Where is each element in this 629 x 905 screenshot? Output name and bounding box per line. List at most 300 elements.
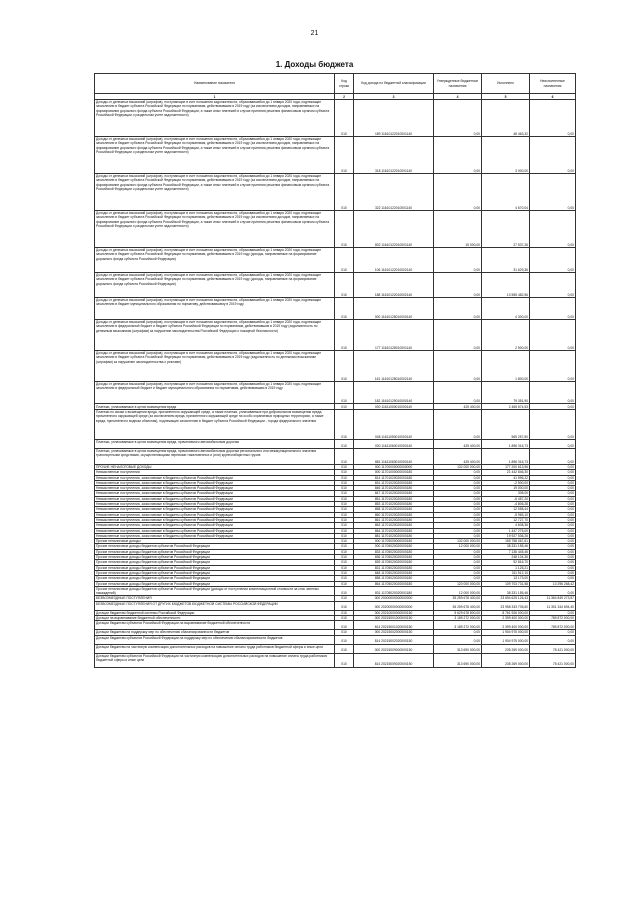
row-line-code-cell: 010 bbox=[335, 410, 354, 440]
table-row bbox=[95, 273, 576, 298]
row-income-code-cell: 853 11701020020000180 bbox=[354, 502, 434, 507]
row-income-code-cell: 000 11700000000000000 bbox=[354, 465, 434, 470]
row-unexecuted-cell: 0,00 bbox=[530, 351, 576, 382]
row-unexecuted-cell: 0,00 bbox=[530, 174, 576, 211]
row-income-code-cell: 000 11610128010000140 bbox=[354, 298, 434, 320]
row-executed-cell: 48 463,32 bbox=[482, 100, 530, 137]
row-name-cell: Невыясненные поступления, зачисляемые в бюджеты субъектов Российской Федерации bbox=[95, 533, 335, 538]
row-name-cell: Прочие неналоговые доходы бюджетов субъектов Российской Федерации bbox=[95, 560, 335, 565]
row-income-code-cell: 318 11610122010001140 bbox=[354, 137, 434, 174]
table-row bbox=[95, 635, 576, 644]
row-name-cell: Прочие неналоговые доходы бюджетов субъектов Российской Федерации (доходы от поступлении компенсационной стоимости за снос зеленых насаждений) bbox=[95, 586, 335, 596]
row-executed-cell: 1 904 975 000,00 bbox=[482, 630, 530, 635]
row-name-cell: Дотации бюджетам на поддержку мер по обеспечению сбалансированности бюджетов bbox=[95, 630, 335, 635]
row-name-cell: Доходы от денежных взысканий (штрафов), поступающие в счет погашения задолженности, образовавшейся до 1 января 2020 года, подлежащие зачислению в федеральный бюджет и бюджет муниципального образования по нормативам, действовавшим в 2019 году bbox=[95, 382, 335, 404]
row-name-cell: Прочие неналоговые доходы бюджетов субъектов Российской Федерации bbox=[95, 544, 335, 549]
row-line-code-cell: 010 bbox=[335, 449, 354, 465]
row-unexecuted-cell: 0,00 bbox=[530, 465, 576, 470]
row-executed-cell: 109 703 731,58 bbox=[482, 581, 530, 586]
row-name-cell: Прочие неналоговые доходы бюджетов субъектов Российской Федерации bbox=[95, 555, 335, 560]
row-line-code-cell: 010 bbox=[335, 248, 354, 273]
row-name-cell: Доходы от денежных взысканий (штрафов), поступающие в счет погашения задолженности, образовавшейся до 1 января 2020 года, подлежащие зачислению в бюджет муниципального образования по нормативу, действовавшему в 2019 году bbox=[95, 298, 335, 320]
row-income-code-cell: 188 11610122010002140 bbox=[354, 273, 434, 298]
row-line-code-cell: 010 bbox=[335, 470, 354, 475]
row-approved-cell: 5 629 678 800,00 bbox=[434, 610, 482, 615]
row-approved-cell: 0,00 bbox=[434, 496, 482, 501]
row-approved-cell: 120 000 000,00 bbox=[434, 581, 482, 586]
row-name-cell: ПРОЧИЕ НЕНАЛОГОВЫЕ ДОХОДЫ bbox=[95, 465, 335, 470]
row-unexecuted-cell: 0,00 bbox=[530, 544, 576, 549]
row-name-cell: Доходы от денежных взысканий (штрафов), поступающие в счет погашения задолженности, образовавшейся до 1 января 2020 года, подлежащие зачислению в бюджет субъекта Российской Федерации по нормативам, действовавшим в 2019 году (задолженность по денежным взысканиям (штрафам) за нарушение законодательства о рекламе) bbox=[95, 351, 335, 382]
row-income-code-cell: 000 11705020020000180 bbox=[354, 544, 434, 549]
row-income-code-cell: 863 11701020020000180 bbox=[354, 523, 434, 528]
row-executed-cell: -6 457,20 bbox=[482, 496, 530, 501]
row-income-code-cell: 833 11705020020000180 bbox=[354, 549, 434, 554]
row-name-cell: Дотации бюджетам бюджетной системы Российской Федерации bbox=[95, 610, 335, 615]
column-number: 2 bbox=[335, 94, 354, 100]
row-line-code-cell: 010 bbox=[335, 565, 354, 570]
page-title: 1. Доходы бюджета bbox=[275, 60, 354, 69]
row-line-code-cell: 010 bbox=[335, 298, 354, 320]
row-approved-cell: 0,00 bbox=[434, 382, 482, 404]
table-row bbox=[95, 298, 576, 320]
row-income-code-cell: 000 20000000000000000 bbox=[354, 596, 434, 601]
row-line-code-cell: 010 bbox=[335, 480, 354, 485]
row-line-code-cell: 010 bbox=[335, 382, 354, 404]
row-name-cell: Невыясненные поступления, зачисляемые в бюджеты субъектов Российской Федерации bbox=[95, 502, 335, 507]
row-unexecuted-cell: 0,00 bbox=[530, 512, 576, 517]
row-unexecuted-cell: 0,00 bbox=[530, 480, 576, 485]
row-income-code-cell: 864 11705020020000180 bbox=[354, 581, 434, 586]
table-row bbox=[95, 320, 576, 351]
table-row bbox=[95, 351, 576, 382]
row-approved-cell: 0,00 bbox=[434, 630, 482, 635]
row-name-cell: Прочие неналоговые доходы bbox=[95, 539, 335, 544]
row-executed-cell: 4 670,04 bbox=[482, 174, 530, 211]
row-unexecuted-cell: 0,00 bbox=[530, 137, 576, 174]
row-executed-cell: 235 269 000,00 bbox=[482, 644, 530, 653]
row-income-code-cell: 000 20215002000000150 bbox=[354, 630, 434, 635]
row-income-code-cell: 847 11701020020000180 bbox=[354, 491, 434, 496]
table-row bbox=[95, 653, 576, 667]
row-line-code-cell: 010 bbox=[335, 616, 354, 621]
row-executed-cell: 2 399 400 000,00 bbox=[482, 621, 530, 630]
header-line-code: Код строки bbox=[335, 74, 354, 94]
row-unexecuted-cell: 0,00 bbox=[530, 404, 576, 410]
row-approved-cell: 0,00 bbox=[434, 351, 482, 382]
row-approved-cell: 15 000,00 bbox=[434, 211, 482, 248]
row-line-code-cell: 010 bbox=[335, 653, 354, 667]
column-number: 6 bbox=[530, 94, 576, 100]
row-approved-cell: 425 400,00 bbox=[434, 404, 482, 410]
row-name-cell: Невыясненные поступления, зачисляемые в бюджеты субъектов Российской Федерации bbox=[95, 486, 335, 491]
row-approved-cell: 425 400,00 bbox=[434, 449, 482, 465]
row-unexecuted-cell: 0,00 bbox=[530, 470, 576, 475]
row-name-cell: Платежи, уплачиваемые в целях возмещения вреда bbox=[95, 404, 335, 410]
row-approved-cell: 0,00 bbox=[434, 475, 482, 480]
row-executed-cell: 311 512,10 bbox=[482, 570, 530, 575]
row-unexecuted-cell: 0,00 bbox=[530, 517, 576, 522]
row-line-code-cell: 010 bbox=[335, 404, 354, 410]
row-name-cell: Невыясненные поступления bbox=[95, 470, 335, 475]
table-row bbox=[95, 440, 576, 449]
row-executed-cell: 1 800,00 bbox=[482, 351, 530, 382]
row-unexecuted-cell: 0,00 bbox=[530, 410, 576, 440]
row-executed-cell: 21 442 846,30 bbox=[482, 470, 530, 475]
row-executed-cell: 177 200 613,96 bbox=[482, 465, 530, 470]
row-unexecuted-cell: 0,00 bbox=[530, 248, 576, 273]
row-executed-cell: 2 465 574,53 bbox=[482, 404, 530, 410]
row-executed-cell: 2 399 400 000,00 bbox=[482, 616, 530, 621]
row-income-code-cell: 881 11611063010000140 bbox=[354, 449, 434, 465]
row-unexecuted-cell: 0,00 bbox=[530, 507, 576, 512]
row-name-cell: Прочие неналоговые доходы бюджетов субъектов Российской Федерации bbox=[95, 581, 335, 586]
row-executed-cell: 305,00 bbox=[482, 491, 530, 496]
row-line-code-cell: 010 bbox=[335, 539, 354, 544]
table-row bbox=[95, 137, 576, 174]
row-income-code-cell: 858 11705020020000180 bbox=[354, 576, 434, 581]
row-executed-cell: 19 927 536,26 bbox=[482, 533, 530, 538]
row-name-cell: Доходы от денежных взысканий (штрафов), поступающие в счет погашения задолженности, образовавшейся до 1 января 2020 года, подлежащие зачислению в бюджет субъекта Российской Федерации по нормативам, действовавшим в 2019 году (доходы, направляемые на формирование дорожного фонда субъекта Российской Федерации) bbox=[95, 248, 335, 273]
row-income-code-cell: 860 11701020020000180 bbox=[354, 512, 434, 517]
row-approved-cell: 0,00 bbox=[434, 560, 482, 565]
row-line-code-cell: 010 bbox=[335, 635, 354, 644]
row-executed-cell: 31 629,36 bbox=[482, 248, 530, 273]
row-line-code-cell: 010 bbox=[335, 596, 354, 601]
row-unexecuted-cell: 0,00 bbox=[530, 565, 576, 570]
row-unexecuted-cell: 0,00 bbox=[530, 449, 576, 465]
row-approved-cell: 0,00 bbox=[434, 517, 482, 522]
table-row bbox=[95, 621, 576, 630]
row-income-code-cell: 814 20215001020000150 bbox=[354, 621, 434, 630]
row-approved-cell: 0,00 bbox=[434, 528, 482, 533]
row-approved-cell: 0,00 bbox=[434, 565, 482, 570]
row-unexecuted-cell: 0,00 bbox=[530, 523, 576, 528]
row-name-cell: Доходы от денежных взысканий (штрафов), поступающие в счет погашения задолженности, образовавшейся до 1 января 2020 года, подлежащие зачислению в бюджет субъекта Российской Федерации по нормативам, действовавшим в 2019 году (за исключением доходов, направляемых на формирование дорожного фонда субъекта Российской Федерации, а также иных платежей в случае принятия решения финансовым органом субъекта Российской Федерации о раздельном учете задолженности) bbox=[95, 137, 335, 174]
row-income-code-cell: 858 11701020020000180 bbox=[354, 507, 434, 512]
row-income-code-cell: 322 11610122010001140 bbox=[354, 174, 434, 211]
table-row bbox=[95, 382, 576, 404]
row-approved-cell: 0,00 bbox=[434, 555, 482, 560]
row-name-cell: Доходы от денежных взысканий (штрафов), поступающие в счет погашения задолженности, образовавшейся до 1 января 2020 года, подлежащие зачислению в бюджет субъекта Российской Федерации по нормативам, действовавшим в 2019 году (за исключением доходов, направляемых на формирование дорожного фонда субъекта Российской Федерации, а также иных платежей в случае принятия решения финансовым органом субъекта Российской Федерации о раздельном учете задолженности) bbox=[95, 100, 335, 137]
row-name-cell: Платежи, уплачиваемые в целях возмещения вреда, причиняемого автомобильным дорогам регионального или межмуниципального значения транспортными средствами, осуществляющими перевозки тяжеловесных и (или) крупногабаритных грузов bbox=[95, 449, 335, 465]
row-unexecuted-cell: 0,00 bbox=[530, 610, 576, 615]
row-income-code-cell: 000 11701000000000180 bbox=[354, 470, 434, 475]
row-line-code-cell: 010 bbox=[335, 211, 354, 248]
row-unexecuted-cell: 789 872 000,00 bbox=[530, 621, 576, 630]
row-name-cell: Платежи, уплачиваемые в целях возмещения вреда, причиняемого автомобильным дорогам bbox=[95, 440, 335, 449]
column-number: 5 bbox=[482, 94, 530, 100]
row-executed-cell: 41 596,22 bbox=[482, 475, 530, 480]
row-name-cell: Дотации бюджетам на частичную компенсацию дополнительных расходов на повышение оплаты труда работников бюджетной сферы и иные цели bbox=[95, 644, 335, 653]
row-line-code-cell: 010 bbox=[335, 502, 354, 507]
table-row bbox=[95, 644, 576, 653]
row-approved-cell: 0,00 bbox=[434, 507, 482, 512]
row-line-code-cell: 010 bbox=[335, 601, 354, 610]
row-income-code-cell: 836 11705020020000180 bbox=[354, 555, 434, 560]
row-approved-cell: 3 189 272 000,00 bbox=[434, 621, 482, 630]
row-name-cell: Доходы от денежных взысканий (штрафов), поступающие в счет погашения задолженности, образовавшейся до 1 января 2020 года, подлежащие зачислению в бюджет субъекта Российской Федерации по нормативам, действовавшим в 2019 году (за исключением доходов, направляемых на формирование дорожного фонда субъекта Российской Федерации, а также иных платежей в случае принятия решения финансовым органом субъекта Российской Федерации о раздельном учете задолженности) bbox=[95, 174, 335, 211]
row-income-code-cell: 000 20210000000000150 bbox=[354, 610, 434, 615]
row-unexecuted-cell: 0,00 bbox=[530, 475, 576, 480]
row-unexecuted-cell: 0,00 bbox=[530, 211, 576, 248]
row-income-code-cell: 851 11701020020000180 bbox=[354, 496, 434, 501]
column-number: 3 bbox=[354, 94, 434, 100]
row-line-code-cell: 010 bbox=[335, 586, 354, 596]
row-income-code-cell: 177 11610128010001140 bbox=[354, 320, 434, 351]
table-row bbox=[95, 100, 576, 137]
row-unexecuted-cell: 0,00 bbox=[530, 533, 576, 538]
row-line-code-cell: 010 bbox=[335, 496, 354, 501]
row-line-code-cell: 010 bbox=[335, 517, 354, 522]
column-number: 1 bbox=[95, 94, 335, 100]
row-name-cell: Дотации бюджетам субъектов Российской Федерации на поддержку мер по обеспечению сбалансированности бюджетов bbox=[95, 635, 335, 644]
row-income-code-cell: 000 20215001000000150 bbox=[354, 616, 434, 621]
row-name-cell: Дотации бюджетам субъектов Российской Федерации на выравнивание бюджетной обеспеченности bbox=[95, 621, 335, 630]
row-line-code-cell: 010 bbox=[335, 549, 354, 554]
row-line-code-cell: 010 bbox=[335, 630, 354, 635]
row-executed-cell: 92 816,70 bbox=[482, 560, 530, 565]
row-income-code-cell: 000 11611060010000140 bbox=[354, 440, 434, 449]
row-unexecuted-cell: 0,00 bbox=[530, 560, 576, 565]
row-unexecuted-cell: 0,00 bbox=[530, 555, 576, 560]
row-executed-cell: 1 896 316,73 bbox=[482, 440, 530, 449]
row-name-cell: Невыясненные поступления, зачисляемые в бюджеты субъектов Российской Федерации bbox=[95, 480, 335, 485]
row-unexecuted-cell: 0,00 bbox=[530, 320, 576, 351]
row-name-cell: Невыясненные поступления, зачисляемые в бюджеты субъектов Российской Федерации bbox=[95, 496, 335, 501]
row-line-code-cell: 010 bbox=[335, 100, 354, 137]
row-executed-cell: 569 257,80 bbox=[482, 410, 530, 440]
row-income-code-cell: 846 11701020020000180 bbox=[354, 486, 434, 491]
row-name-cell: Невыясненные поступления, зачисляемые в бюджеты субъектов Российской Федерации bbox=[95, 507, 335, 512]
row-line-code-cell: 010 bbox=[335, 528, 354, 533]
row-line-code-cell: 010 bbox=[335, 512, 354, 517]
row-unexecuted-cell: 0,00 bbox=[530, 273, 576, 298]
row-approved-cell: 0,00 bbox=[434, 549, 482, 554]
row-approved-cell: 0,00 bbox=[434, 248, 482, 273]
row-line-code-cell: 010 bbox=[335, 581, 354, 586]
row-income-code-cell: 861 11701020020000180 bbox=[354, 517, 434, 522]
row-income-code-cell: 161 11610128010002140 bbox=[354, 351, 434, 382]
row-executed-cell: 3 000,00 bbox=[482, 137, 530, 174]
row-unexecuted-cell: 11 364 849 273,57 bbox=[530, 596, 576, 601]
row-approved-cell: 0,00 bbox=[434, 491, 482, 496]
row-executed-cell: 1 447 275,00 bbox=[482, 528, 530, 533]
row-name-cell: БЕЗВОЗМЕЗДНЫЕ ПОСТУПЛЕНИЯ bbox=[95, 596, 335, 601]
row-unexecuted-cell: 78 421 000,00 bbox=[530, 644, 576, 653]
row-unexecuted-cell: 0,00 bbox=[530, 549, 576, 554]
header-income-code: Код дохода по бюджетной классификации bbox=[354, 74, 434, 94]
row-name-cell: Дотации на выравнивание бюджетной обеспеченности bbox=[95, 616, 335, 621]
table-row bbox=[95, 410, 576, 440]
row-name-cell: Невыясненные поступления, зачисляемые в бюджеты субъектов Российской Федерации bbox=[95, 523, 335, 528]
row-name-cell: Прочие неналоговые доходы бюджетов субъектов Российской Федерации bbox=[95, 549, 335, 554]
column-number: 4 bbox=[434, 94, 482, 100]
row-approved-cell: 0,00 bbox=[434, 273, 482, 298]
row-income-code-cell: 000 11705000000000180 bbox=[354, 539, 434, 544]
table-body bbox=[95, 100, 576, 668]
row-executed-cell: 12 727,70 bbox=[482, 517, 530, 522]
row-income-code-cell: 000 20215009000000150 bbox=[354, 644, 434, 653]
row-approved-cell: 0,00 bbox=[434, 502, 482, 507]
row-income-code-cell: 831 11705020020000180 bbox=[354, 565, 434, 570]
row-executed-cell: 8 761 926 000,00 bbox=[482, 610, 530, 615]
row-executed-cell: 19 000,00 bbox=[482, 486, 530, 491]
row-executed-cell: 13 173,00 bbox=[482, 576, 530, 581]
row-income-code-cell: 106 11610122010002140 bbox=[354, 248, 434, 273]
row-executed-cell: -2 500,00 bbox=[482, 480, 530, 485]
row-executed-cell: 235 269 000,00 bbox=[482, 653, 530, 667]
row-executed-cell: 79 351,90 bbox=[482, 382, 530, 404]
row-line-code-cell: 010 bbox=[335, 273, 354, 298]
row-approved-cell: 0,00 bbox=[434, 100, 482, 137]
row-line-code-cell: 010 bbox=[335, 533, 354, 538]
row-executed-cell: 248 104,36 bbox=[482, 555, 530, 560]
row-unexecuted-cell: 0,00 bbox=[530, 298, 576, 320]
row-approved-cell: 313 690 000,00 bbox=[434, 653, 482, 667]
table-row bbox=[95, 211, 576, 248]
row-unexecuted-cell: 0,00 bbox=[530, 576, 576, 581]
row-executed-cell: 1 125,21 bbox=[482, 565, 530, 570]
row-executed-cell: 38 331 155,46 bbox=[482, 544, 530, 549]
row-name-cell: Прочие неналоговые доходы бюджетов субъектов Российской Федерации bbox=[95, 565, 335, 570]
row-line-code-cell: 010 bbox=[335, 491, 354, 496]
row-line-code-cell: 010 bbox=[335, 555, 354, 560]
row-name-cell: Прочие неналоговые доходы бюджетов субъектов Российской Федерации bbox=[95, 570, 335, 575]
row-name-cell: Доходы от денежных взысканий (штрафов), поступающие в счет погашения задолженности, образовавшейся до 1 января 2020 года, подлежащие зачислению в бюджет субъекта Российской Федерации по нормативам, действовавшим в 2019 году (за исключением доходов, направляемых на формирование дорожного фонда субъекта Российской Федерации, а также иных платежей в случае принятия решения финансовым органом субъекта Российской Федерации о раздельном учете задолженности) bbox=[95, 211, 335, 248]
row-income-code-cell: 814 11701020020000180 bbox=[354, 475, 434, 480]
row-executed-cell: 7 136 445,46 bbox=[482, 549, 530, 554]
row-executed-cell: 38 331 155,46 bbox=[482, 586, 530, 596]
row-name-cell: Невыясненные поступления, зачисляемые в бюджеты субъектов Российской Федерации bbox=[95, 512, 335, 517]
row-approved-cell: 0,00 bbox=[434, 533, 482, 538]
row-line-code-cell: 010 bbox=[335, 507, 354, 512]
row-approved-cell: 0,00 bbox=[434, 576, 482, 581]
row-income-code-cell: 814 20215009020000150 bbox=[354, 653, 434, 667]
row-income-code-cell: 182 11610129010000140 bbox=[354, 382, 434, 404]
row-line-code-cell: 010 bbox=[335, 475, 354, 480]
row-executed-cell: 27 537,26 bbox=[482, 211, 530, 248]
row-line-code-cell: 010 bbox=[335, 465, 354, 470]
income-table bbox=[94, 73, 576, 668]
row-approved-cell: 313 690 000,00 bbox=[434, 644, 482, 653]
row-name-cell: Платежи по искам о возмещении вреда, причиненного окружающей среде, а также платежи, уплачиваемые при добровольном возмещении вреда, причиненного окружающей среде (за исключением вреда, причиненного окружающей среде на особо охраняемых природных территориях, а также вреда, причиненного водным объектам), подлежащие зачислению в бюджет субъекта Российской Федерации - города федерального значения bbox=[95, 410, 335, 440]
row-income-code-cell: 848 11705020020000180 bbox=[354, 570, 434, 575]
row-executed-cell: 1 904 975 000,00 bbox=[482, 635, 530, 644]
row-unexecuted-cell: 789 872 000,00 bbox=[530, 616, 576, 621]
row-line-code-cell: 010 bbox=[335, 486, 354, 491]
table-row bbox=[95, 586, 576, 596]
row-income-code-cell: 881 11701020020000180 bbox=[354, 533, 434, 538]
row-approved-cell: 0,00 bbox=[434, 570, 482, 575]
row-approved-cell: 0,00 bbox=[434, 137, 482, 174]
row-approved-cell: 0,00 bbox=[434, 635, 482, 644]
row-approved-cell: 0,00 bbox=[434, 512, 482, 517]
row-income-code-cell: 000 11611000010000140 bbox=[354, 404, 434, 410]
row-executed-cell: 1 896 316,73 bbox=[482, 449, 530, 465]
row-executed-cell: -4 806,28 bbox=[482, 502, 530, 507]
row-line-code-cell: 010 bbox=[335, 174, 354, 211]
row-approved-cell: 12 000 000,00 bbox=[434, 544, 482, 549]
row-approved-cell: 0,00 bbox=[434, 174, 482, 211]
row-line-code-cell: 010 bbox=[335, 544, 354, 549]
row-approved-cell: 3 189 272 000,00 bbox=[434, 616, 482, 621]
header-unexecuted: Неисполненные назначения bbox=[530, 74, 576, 94]
row-unexecuted-cell: 78 421 000,00 bbox=[530, 653, 576, 667]
row-income-code-cell: 000 20200000000000000 bbox=[354, 601, 434, 610]
row-executed-cell: 23 958 333 705,60 bbox=[482, 601, 530, 610]
row-executed-cell: 4 608,36 bbox=[482, 523, 530, 528]
row-unexecuted-cell: 0,00 bbox=[530, 528, 576, 533]
row-approved-cell: 0,00 bbox=[434, 470, 482, 475]
header-executed: Исполнено bbox=[482, 74, 530, 94]
header-name: Наименование показателя bbox=[95, 74, 335, 94]
row-unexecuted-cell: 0,00 bbox=[530, 630, 576, 635]
row-approved-cell: 132 000 000,00 bbox=[434, 539, 482, 544]
row-income-code-cell: 831 11701020020000180 bbox=[354, 480, 434, 485]
row-executed-cell: 12 058,44 bbox=[482, 507, 530, 512]
table-row bbox=[95, 601, 576, 610]
row-executed-cell: 4 300,00 bbox=[482, 298, 530, 320]
row-line-code-cell: 010 bbox=[335, 644, 354, 653]
row-approved-cell: 0,00 bbox=[434, 410, 482, 440]
row-name-cell: Невыясненные поступления, зачисляемые в бюджеты субъектов Российской Федерации bbox=[95, 528, 335, 533]
row-unexecuted-cell: 0,00 bbox=[530, 502, 576, 507]
row-name-cell: Дотации бюджетам субъектов Российской Федерации на частичную компенсацию дополнительных расходов на повышение оплаты труда работников бюджетной сферы и иные цели bbox=[95, 653, 335, 667]
row-unexecuted-cell: 0,00 bbox=[530, 539, 576, 544]
header-approved: Утвержденные бюджетные назначения bbox=[434, 74, 482, 94]
row-name-cell: Невыясненные поступления, зачисляемые в бюджеты субъектов Российской Федерации bbox=[95, 475, 335, 480]
row-unexecuted-cell: 11 301 344 694,40 bbox=[530, 601, 576, 610]
row-unexecuted-cell: 10 296 268,42 bbox=[530, 581, 576, 586]
row-unexecuted-cell: 0,00 bbox=[530, 440, 576, 449]
table-row bbox=[95, 174, 576, 211]
row-approved-cell: 132 000 000,00 bbox=[434, 465, 482, 470]
row-approved-cell: 12 000 000,00 bbox=[434, 586, 482, 596]
row-approved-cell: 0,00 bbox=[434, 486, 482, 491]
row-line-code-cell: 010 bbox=[335, 440, 354, 449]
row-approved-cell: 0,00 bbox=[434, 320, 482, 351]
table-row bbox=[95, 449, 576, 465]
row-name-cell: Невыясненные поступления, зачисляемые в бюджеты субъектов Российской Федерации bbox=[95, 517, 335, 522]
row-income-code-cell: 814 20215002020000150 bbox=[354, 635, 434, 644]
row-unexecuted-cell: 0,00 bbox=[530, 570, 576, 575]
row-line-code-cell: 010 bbox=[335, 351, 354, 382]
row-income-code-cell: 189 11610122010001140 bbox=[354, 100, 434, 137]
row-income-code-cell: 048 11611050010000140 bbox=[354, 410, 434, 440]
row-line-code-cell: 010 bbox=[335, 320, 354, 351]
row-executed-cell: 2 500,00 bbox=[482, 320, 530, 351]
row-line-code-cell: 010 bbox=[335, 523, 354, 528]
row-approved-cell: 0,00 bbox=[434, 523, 482, 528]
row-unexecuted-cell: 0,00 bbox=[530, 100, 576, 137]
row-executed-cell: -5 965,10 bbox=[482, 512, 530, 517]
row-executed-cell: 13 555 482,56 bbox=[482, 273, 530, 298]
row-income-code-cell: 864 11701020020000180 bbox=[354, 528, 434, 533]
row-approved-cell: 425 400,00 bbox=[434, 440, 482, 449]
row-approved-cell: 0,00 bbox=[434, 480, 482, 485]
row-unexecuted-cell: 0,00 bbox=[530, 586, 576, 596]
row-line-code-cell: 010 bbox=[335, 560, 354, 565]
row-approved-cell: 35 259 678 400,00 bbox=[434, 601, 482, 610]
row-line-code-cell: 010 bbox=[335, 137, 354, 174]
row-name-cell: Прочие неналоговые доходы бюджетов субъектов Российской Федерации bbox=[95, 576, 335, 581]
row-income-code-cell: 831 11705020020001180 bbox=[354, 586, 434, 596]
row-unexecuted-cell: 0,00 bbox=[530, 486, 576, 491]
row-executed-cell: 155 758 067,61 bbox=[482, 539, 530, 544]
row-income-code-cell: 839 11705020020000180 bbox=[354, 560, 434, 565]
row-unexecuted-cell: 0,00 bbox=[530, 496, 576, 501]
